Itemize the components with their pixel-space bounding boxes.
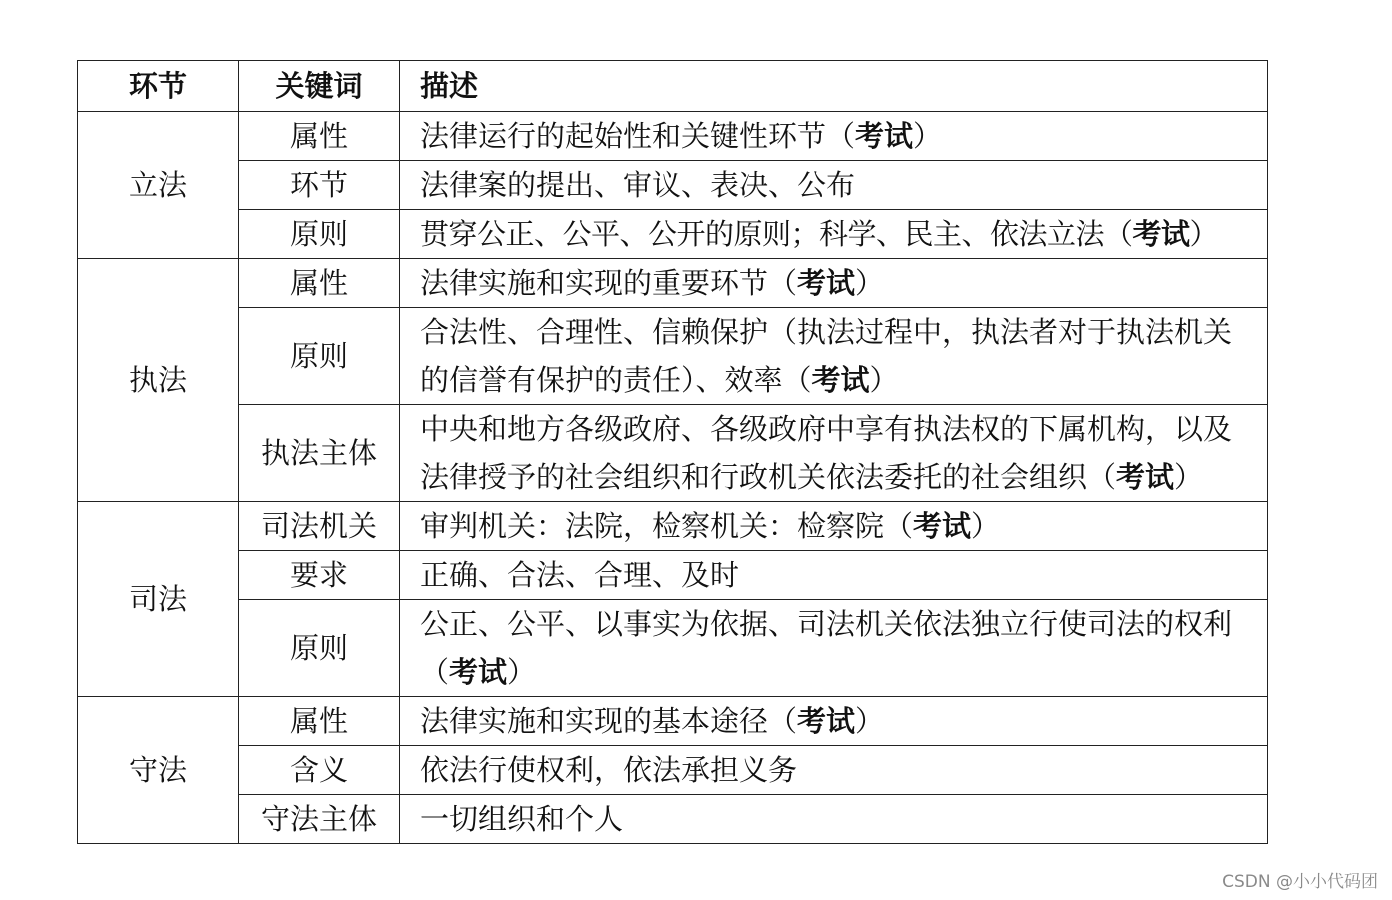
header-description: 描述 <box>400 61 1268 112</box>
table-row <box>78 551 1268 600</box>
exam-tag: 考试 <box>797 266 856 300</box>
description-cell <box>400 405 1268 502</box>
paren-open: （ <box>420 655 450 689</box>
table-row <box>78 259 1268 308</box>
header-row <box>78 61 1268 112</box>
description-cell <box>400 210 1268 259</box>
paren-open: （ <box>1087 460 1117 494</box>
stage-cell-legislation: 立法 <box>78 112 239 259</box>
description-cell <box>400 308 1268 405</box>
keyword-cell: 原则 <box>239 600 400 697</box>
paren-close: ） <box>855 704 885 738</box>
description-cell <box>400 795 1268 844</box>
paren-open: （ <box>884 509 914 543</box>
paren-close: ） <box>913 119 943 153</box>
table-row <box>78 697 1268 746</box>
stage-cell-enforcement: 执法 <box>78 259 239 502</box>
paren-close: ） <box>855 266 885 300</box>
description-text: 一切组织和个人 <box>420 802 624 836</box>
table-row <box>78 600 1268 697</box>
paren-open: （ <box>768 266 798 300</box>
exam-tag: 考试 <box>1116 460 1175 494</box>
keyword-cell: 环节 <box>239 161 400 210</box>
table-row <box>78 795 1268 844</box>
header-stage: 环节 <box>78 61 239 112</box>
description-text: 法律实施和实现的基本途径 <box>420 704 769 738</box>
description-text: 正确、合法、合理、及时 <box>420 558 740 592</box>
keyword-cell: 原则 <box>239 210 400 259</box>
description-cell <box>400 551 1268 600</box>
description-text: 审判机关：法院，检察机关：检察院 <box>420 509 885 543</box>
exam-tag: 考试 <box>913 509 972 543</box>
description-text: 中央和地方各级政府、各级政府中享有执法权的下属机构，以及法律授予的社会组织和行政机关依法委托的社会组织 <box>420 412 1233 494</box>
exam-tag: 考试 <box>797 704 856 738</box>
keyword-cell: 含义 <box>239 746 400 795</box>
keyword-cell: 执法主体 <box>239 405 400 502</box>
description-cell <box>400 600 1268 697</box>
table-row <box>78 161 1268 210</box>
keyword-cell: 司法机关 <box>239 502 400 551</box>
paren-open: （ <box>1104 217 1133 251</box>
description-text: 合法性、合理性、信赖保护（执法过程中，执法者对于执法机关的信誉有保护的责任）、效率 <box>420 315 1233 397</box>
description-text: 法律实施和实现的重要环节 <box>420 266 769 300</box>
table-row <box>78 502 1268 551</box>
table-row <box>78 405 1268 502</box>
header-keyword: 关键词 <box>239 61 400 112</box>
description-text: 公正、公平、以事实为依据、司法机关依法独立行使司法的权利 <box>420 607 1233 641</box>
table-row <box>78 308 1268 405</box>
description-cell <box>400 161 1268 210</box>
description-cell <box>400 746 1268 795</box>
paren-close: ） <box>971 509 1001 543</box>
keyword-cell: 守法主体 <box>239 795 400 844</box>
keyword-cell: 原则 <box>239 308 400 405</box>
description-cell <box>400 502 1268 551</box>
exam-tag: 考试 <box>1132 217 1190 251</box>
description-cell <box>400 697 1268 746</box>
table-row <box>78 746 1268 795</box>
exam-tag: 考试 <box>855 119 914 153</box>
stage-cell-judiciary: 司法 <box>78 502 239 697</box>
description-cell <box>400 259 1268 308</box>
table-row <box>78 210 1268 259</box>
description-text: 依法行使权利，依法承担义务 <box>420 753 798 787</box>
description-text: 法律运行的起始性和关键性环节 <box>420 119 827 153</box>
paren-close: ） <box>507 655 537 689</box>
keyword-cell: 属性 <box>239 112 400 161</box>
keyword-cell: 属性 <box>239 697 400 746</box>
exam-tag: 考试 <box>811 363 870 397</box>
paren-close: ） <box>1189 217 1219 251</box>
table-row <box>78 112 1268 161</box>
keyword-cell: 属性 <box>239 259 400 308</box>
paren-open: （ <box>782 363 812 397</box>
description-text: 贯穿公正、公平、公开的原则；科学、民主、依法立法 <box>420 217 1105 251</box>
description-text: 法律案的提出、审议、表决、公布 <box>420 168 856 202</box>
paren-close: ） <box>1174 460 1204 494</box>
stage-cell-compliance: 守法 <box>78 697 239 844</box>
law-process-table <box>77 60 1268 844</box>
watermark: CSDN @小小代码团 <box>1222 872 1378 892</box>
exam-tag: 考试 <box>449 655 508 689</box>
paren-open: （ <box>768 704 798 738</box>
paren-close: ） <box>869 363 899 397</box>
keyword-cell: 要求 <box>239 551 400 600</box>
description-cell <box>400 112 1268 161</box>
paren-open: （ <box>826 119 856 153</box>
